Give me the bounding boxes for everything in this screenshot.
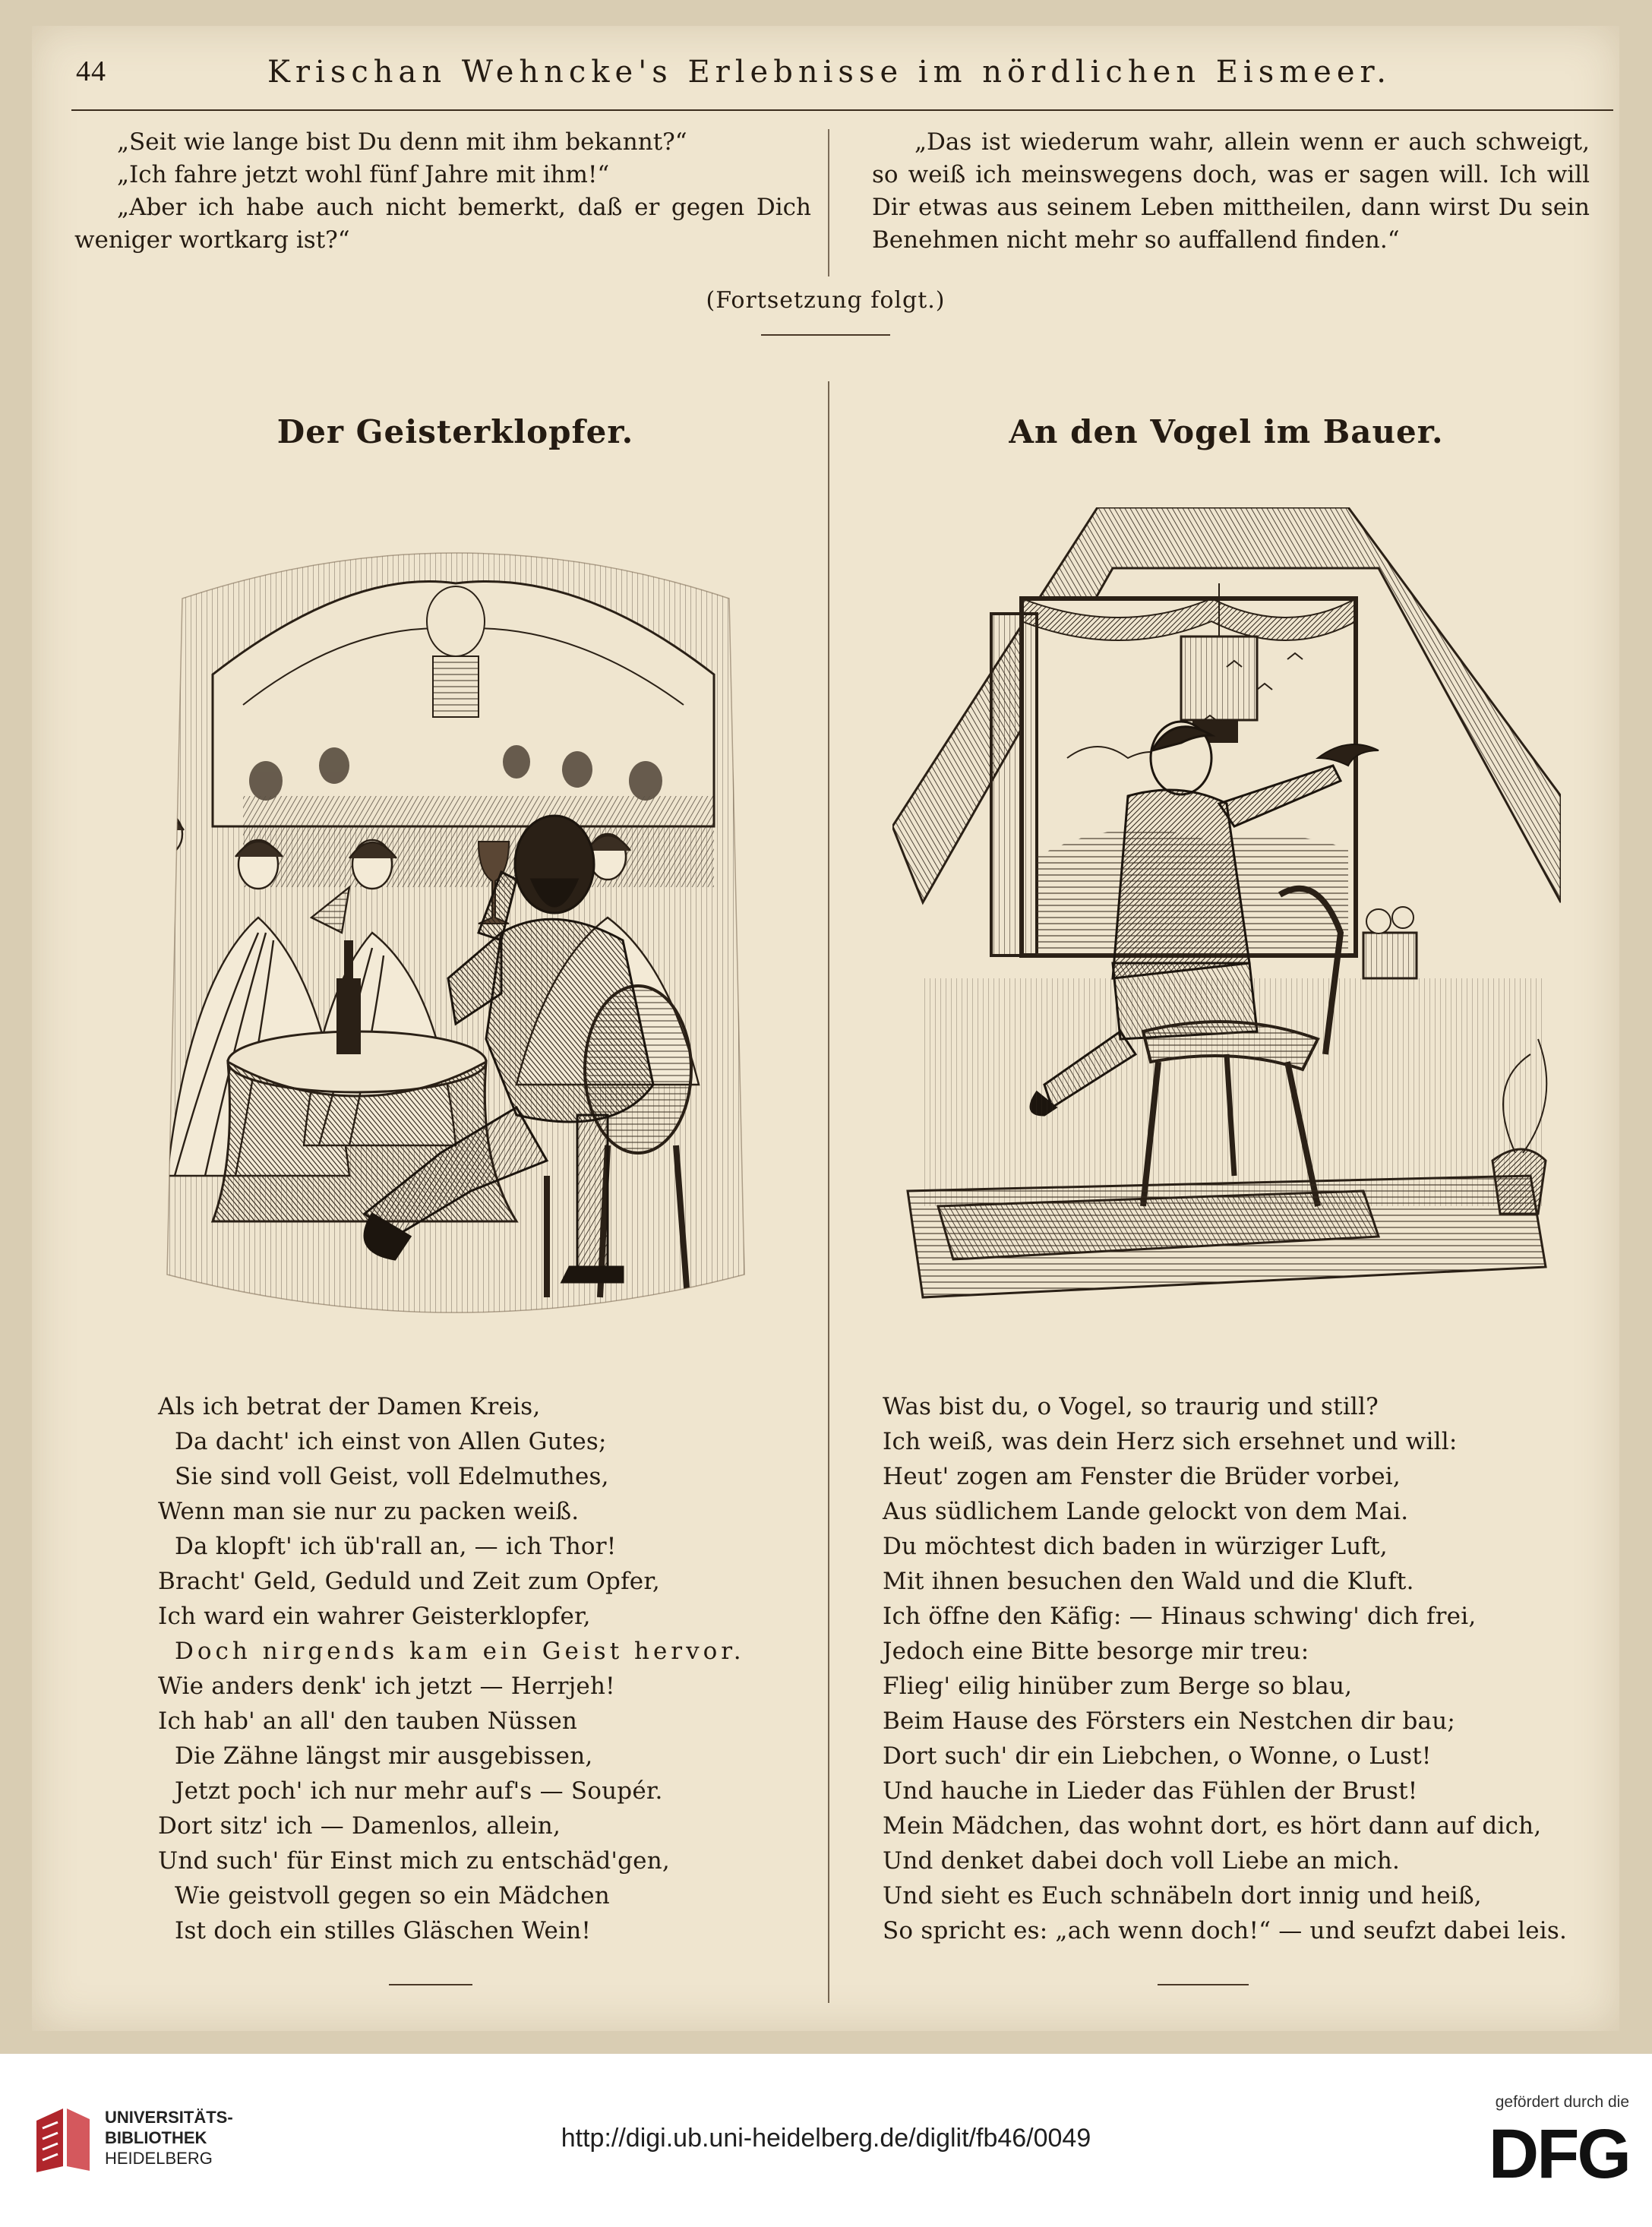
verse-line: Da dacht' ich einst von Allen Gutes; xyxy=(175,1428,607,1455)
verse-line: Ich ward ein wahrer Geisterklopfer, xyxy=(158,1603,591,1630)
end-rule-right xyxy=(1158,1984,1249,1985)
verse-line: Und such' für Einst mich zu entschäd'gen, xyxy=(158,1847,670,1875)
verse-line: Bracht' Geld, Geduld und Zeit zum Opfer, xyxy=(158,1568,660,1595)
running-head xyxy=(32,26,1619,102)
verse-line: Doch nirgends kam ein Geist hervor. xyxy=(175,1638,745,1665)
verse-line: Wenn man sie nur zu packen weiß. xyxy=(158,1498,580,1525)
permalink-url[interactable]: http://digi.ub.uni-heidelberg.de/diglit/fb46/0049 xyxy=(561,2124,1091,2153)
digitization-footer xyxy=(0,2054,1652,2227)
verse-line: Aus südlichem Lande gelockt von dem Mai. xyxy=(883,1498,1409,1525)
verse-line: Und sieht es Euch schnäbeln dort innig und heiß, xyxy=(883,1882,1482,1910)
verse-line: Die Zähne längst mir ausgebissen, xyxy=(175,1742,593,1770)
dialogue-line: „Seit wie lange bist Du denn mit ihm bekannt?“ xyxy=(117,128,687,156)
dialogue-paragraph: „Das ist wiederum wahr, allein wenn er auch schweigt, so weiß ich meinswegens doch, was er sagen will. Ich will Dir etwas aus seinem Leben mittheilen, dann wirst Du sein Benehmen nicht mehr so auffallend finden.“ xyxy=(872,128,1590,254)
library-name-line: BIBLIOTHEK xyxy=(105,2128,207,2147)
poem-title: An den Vogel im Bauer. xyxy=(1009,413,1444,450)
poem-verses xyxy=(158,1389,811,1948)
dfg-logo[interactable]: DFG xyxy=(1488,2115,1629,2193)
verse-line: Sie sind voll Geist, voll Edelmuthes, xyxy=(175,1463,609,1490)
verse-line: Und denket dabei doch voll Liebe an mich. xyxy=(883,1847,1401,1875)
verse-line: Als ich betrat der Damen Kreis, xyxy=(158,1393,541,1420)
verse-line: Mit ihnen besuchen den Wald und die Kluft. xyxy=(883,1568,1414,1595)
verse-line: Du möchtest dich baden in würziger Luft, xyxy=(883,1533,1388,1560)
section-rule xyxy=(761,334,890,336)
engraving-gentleman-with-wine xyxy=(122,507,790,1350)
continuation-right-column xyxy=(872,126,1590,257)
verse-line: Und hauche in Lieder das Fühlen der Brust! xyxy=(883,1777,1418,1805)
continuation-left-column xyxy=(74,126,811,257)
funding-text: gefördert durch die xyxy=(1495,2093,1629,2111)
verse-line: Ich hab' an all' den tauben Nüssen xyxy=(158,1707,578,1735)
verse-line: Jetzt poch' ich nur mehr auf's — Soupér. xyxy=(175,1777,663,1805)
poem-title: Der Geisterklopfer. xyxy=(276,413,634,450)
library-name-line: HEIDELBERG xyxy=(105,2149,213,2168)
verse-line: Mein Mädchen, das wohnt dort, es hört dann auf dich, xyxy=(883,1812,1542,1840)
end-rule-left xyxy=(389,1984,472,1985)
page-number: 44 xyxy=(76,55,106,87)
poem-verses xyxy=(883,1389,1566,1948)
verse-line: So spricht es: „ach wenn doch!“ — und seufzt dabei leis. xyxy=(883,1917,1568,1944)
column-divider-top xyxy=(828,129,829,276)
dialogue-line: „Ich fahre jetzt wohl fünf Jahre mit ihm!“ xyxy=(117,161,610,188)
running-title: Krischan Wehncke's Erlebnisse im nördlichen Eismeer. xyxy=(267,55,1391,90)
header-rule xyxy=(71,109,1613,111)
library-name-line: UNIVERSITÄTS- xyxy=(105,2108,233,2127)
verse-line: Ich weiß, was dein Herz sich ersehnet und will: xyxy=(883,1428,1458,1455)
engraving-bird-release-window xyxy=(892,507,1561,1350)
dialogue-line: „Aber ich habe auch nicht bemerkt, daß er gegen Dich weniger wortkarg ist?“ xyxy=(74,194,811,254)
scanned-page xyxy=(32,26,1619,2031)
verse-line: Jedoch eine Bitte besorge mir treu: xyxy=(883,1638,1309,1665)
verse-line: Da klopft' ich üb'rall an, — ich Thor! xyxy=(175,1533,617,1560)
verse-line: Flieg' eilig hinüber zum Berge so blau, xyxy=(883,1673,1353,1700)
verse-line: Ist doch ein stilles Gläschen Wein! xyxy=(175,1917,592,1944)
verse-line: Wie anders denk' ich jetzt — Herrjeh! xyxy=(158,1673,615,1700)
verse-line: Wie geistvoll gegen so ein Mädchen xyxy=(175,1882,610,1910)
funding-notice xyxy=(1447,2093,1629,2193)
verse-line: Ich öffne den Käfig: — Hinaus schwing' dich frei, xyxy=(883,1603,1477,1630)
verse-line: Was bist du, o Vogel, so traurig und still? xyxy=(883,1393,1379,1420)
story-continuation xyxy=(74,126,1590,286)
verse-line: Dort such' dir ein Liebchen, o Wonne, o Lust! xyxy=(883,1742,1432,1770)
to-be-continued-note: (Fortsetzung folgt.) xyxy=(706,287,946,314)
verse-line: Heut' zogen am Fenster die Brüder vorbei, xyxy=(883,1463,1401,1490)
verse-line: Beim Hause des Försters ein Nestchen dir bau; xyxy=(883,1707,1455,1735)
column-divider xyxy=(828,381,829,2003)
verse-line: Dort sitz' ich — Damenlos, allein, xyxy=(158,1812,561,1840)
